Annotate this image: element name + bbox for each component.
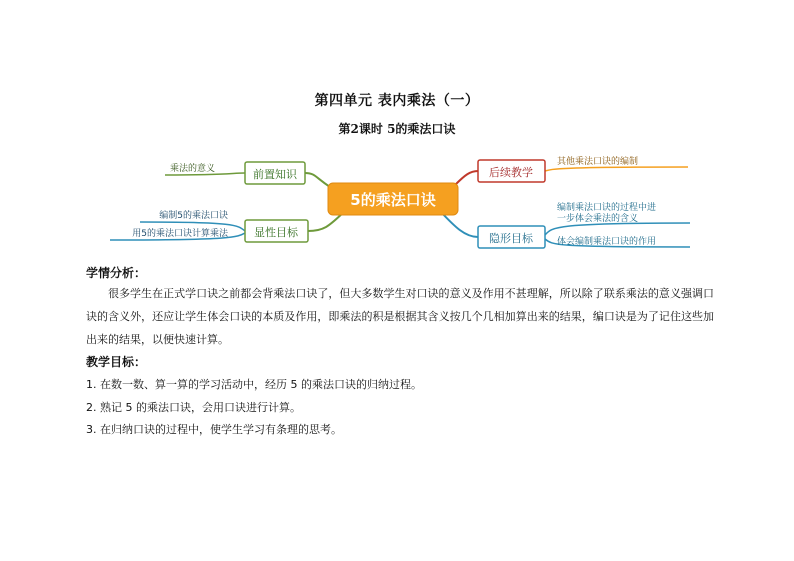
page-title: 第四单元 表内乘法（一） bbox=[314, 93, 480, 109]
branch-line-right-top bbox=[455, 171, 478, 185]
leaf-line-right-bottom-1 bbox=[545, 223, 690, 235]
goal-item: 2. 熟记 5 的乘法口诀，会用口诀进行计算。 bbox=[86, 401, 301, 414]
goal-item: 3. 在归纳口诀的过程中，使学生学习有条理的思考。 bbox=[86, 423, 342, 436]
branch-label-prior-knowledge: 前置知识 bbox=[253, 168, 297, 181]
center-node-label: 5的乘法口诀 bbox=[350, 191, 436, 209]
lesson-subtitle: 第2课时 5的乘法口诀 bbox=[338, 122, 456, 136]
branch-label-follow-up: 后续教学 bbox=[489, 166, 533, 179]
leaf-line-right-top bbox=[545, 167, 688, 171]
leaf-implicit-goal-3: 体会编制乘法口诀的作用 bbox=[557, 237, 657, 247]
branch-line-left-top bbox=[305, 173, 330, 187]
branch-label-implicit-goal: 隐形目标 bbox=[489, 232, 533, 245]
branch-label-explicit-goal: 显性目标 bbox=[254, 226, 298, 239]
mind-map bbox=[0, 145, 794, 255]
leaf-explicit-goal-1: 编制5的乘法口诀 bbox=[159, 211, 228, 221]
goal-item: 1. 在数一数、算一算的学习活动中，经历 5 的乘法口诀的归纳过程。 bbox=[86, 378, 422, 391]
leaf-follow-up-1: 其他乘法口诀的编制 bbox=[557, 157, 639, 167]
leaf-implicit-goal-2: 一步体会乘法的含义 bbox=[557, 214, 639, 224]
goals-heading: 教学目标： bbox=[86, 355, 147, 369]
analysis-paragraph: 很多学生在正式学口诀之前都会背乘法口诀了，但大多数学生对口诀的意义及作用不甚理解，所以除了联系乘法的意义强调口诀的含义外，还应让学生体会口诀的本质及作用，即乘法的积是根据其含义按几个几相加算出来的结果，编口诀是为了记住这些加出来的结果，以便快速计算。 bbox=[86, 287, 714, 346]
leaf-explicit-goal-2: 用5的乘法口诀计算乘法 bbox=[132, 229, 228, 239]
analysis-heading: 学情分析： bbox=[86, 266, 147, 280]
leaf-implicit-goal-1: 编制乘法口诀的过程中进 bbox=[557, 203, 657, 213]
leaf-prior-knowledge-1: 乘法的意义 bbox=[170, 164, 216, 174]
